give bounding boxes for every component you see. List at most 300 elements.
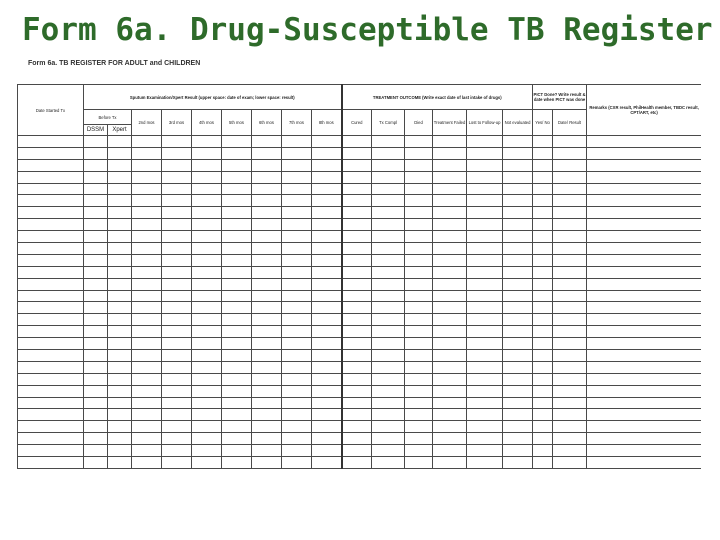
register-cell: [433, 397, 467, 409]
register-cell: [587, 290, 701, 302]
register-cell: [132, 373, 162, 385]
register-cell: [282, 207, 312, 219]
register-cell: [587, 231, 701, 243]
register-cell: [533, 207, 553, 219]
register-cell: [433, 159, 467, 171]
register-cell: [312, 445, 342, 457]
register-cell: [282, 195, 312, 207]
register-cell: [342, 231, 372, 243]
register-cell: [553, 278, 587, 290]
register-cell: [467, 290, 503, 302]
header-outcome-not-evaluated: Not evaluated: [503, 110, 533, 136]
register-cell: [18, 314, 84, 326]
register-cell: [162, 397, 192, 409]
register-cell: [553, 159, 587, 171]
register-cell: [192, 373, 222, 385]
register-cell: [192, 171, 222, 183]
register-cell: [533, 385, 553, 397]
register-cell: [342, 183, 372, 195]
register-cell: [132, 385, 162, 397]
register-row: [18, 171, 702, 183]
register-cell: [282, 350, 312, 362]
register-cell: [162, 183, 192, 195]
register-cell: [467, 302, 503, 314]
register-cell: [108, 421, 132, 433]
header-sputum-exam: Sputum Examination/Xpert Result (upper space: date of exam; lower space: result): [84, 85, 342, 110]
register-cell: [162, 231, 192, 243]
register-cell: [108, 445, 132, 457]
register-cell: [405, 433, 433, 445]
register-cell: [84, 136, 108, 148]
register-cell: [132, 243, 162, 255]
register-cell: [467, 136, 503, 148]
register-cell: [503, 421, 533, 433]
register-cell: [533, 445, 553, 457]
register-cell: [433, 136, 467, 148]
register-cell: [108, 397, 132, 409]
register-cell: [467, 445, 503, 457]
register-cell: [342, 159, 372, 171]
register-cell: [18, 183, 84, 195]
register-cell: [252, 350, 282, 362]
register-cell: [553, 254, 587, 266]
register-cell: [108, 159, 132, 171]
header-treatment-outcome: TREATMENT OUTCOME (Write exact date of last intake of drugs): [342, 85, 533, 110]
register-cell: [503, 278, 533, 290]
register-cell: [342, 195, 372, 207]
register-row: [18, 421, 702, 433]
register-row: [18, 278, 702, 290]
register-cell: [84, 350, 108, 362]
register-cell: [132, 290, 162, 302]
register-cell: [433, 314, 467, 326]
register-cell: [587, 326, 701, 338]
register-cell: [342, 278, 372, 290]
register-cell: [192, 302, 222, 314]
register-cell: [553, 385, 587, 397]
register-cell: [533, 254, 553, 266]
register-cell: [282, 421, 312, 433]
register-cell: [84, 171, 108, 183]
register-cell: [252, 361, 282, 373]
register-cell: [162, 136, 192, 148]
register-cell: [192, 433, 222, 445]
register-cell: [252, 385, 282, 397]
register-cell: [553, 445, 587, 457]
register-cell: [533, 338, 553, 350]
register-cell: [222, 433, 252, 445]
register-cell: [84, 290, 108, 302]
register-cell: [312, 266, 342, 278]
register-cell: [192, 361, 222, 373]
register-cell: [503, 231, 533, 243]
register-cell: [222, 326, 252, 338]
register-cell: [132, 445, 162, 457]
register-cell: [252, 243, 282, 255]
register-cell: [467, 326, 503, 338]
register-cell: [503, 457, 533, 469]
register-cell: [553, 207, 587, 219]
register-cell: [108, 136, 132, 148]
register-cell: [192, 278, 222, 290]
register-cell: [162, 326, 192, 338]
register-cell: [222, 266, 252, 278]
register-cell: [433, 326, 467, 338]
register-cell: [342, 385, 372, 397]
register-row: [18, 136, 702, 148]
register-cell: [84, 254, 108, 266]
register-cell: [162, 350, 192, 362]
register-cell: [312, 183, 342, 195]
register-cell: [222, 457, 252, 469]
register-row: [18, 207, 702, 219]
register-cell: [342, 457, 372, 469]
register-cell: [503, 338, 533, 350]
register-cell: [405, 195, 433, 207]
register-cell: [503, 350, 533, 362]
register-row: [18, 397, 702, 409]
register-cell: [162, 409, 192, 421]
register-cell: [282, 385, 312, 397]
register-cell: [533, 314, 553, 326]
register-cell: [405, 385, 433, 397]
register-cell: [553, 338, 587, 350]
register-cell: [162, 314, 192, 326]
register-cell: [405, 397, 433, 409]
register-cell: [503, 207, 533, 219]
register-cell: [84, 195, 108, 207]
register-cell: [405, 254, 433, 266]
register-cell: [18, 302, 84, 314]
register-cell: [312, 147, 342, 159]
register-cell: [162, 171, 192, 183]
register-cell: [84, 147, 108, 159]
register-cell: [282, 373, 312, 385]
register-cell: [587, 195, 701, 207]
register-cell: [405, 326, 433, 338]
register-cell: [342, 147, 372, 159]
register-cell: [433, 433, 467, 445]
register-cell: [405, 266, 433, 278]
register-cell: [503, 159, 533, 171]
register-cell: [108, 302, 132, 314]
register-cell: [282, 243, 312, 255]
register-cell: [252, 433, 282, 445]
slide-title: Form 6a. Drug-Susceptible TB Register: [22, 12, 713, 48]
register-cell: [108, 147, 132, 159]
register-cell: [405, 219, 433, 231]
register-cell: [587, 171, 701, 183]
register-cell: [467, 243, 503, 255]
register-cell: [433, 409, 467, 421]
register-cell: [252, 136, 282, 148]
register-cell: [587, 421, 701, 433]
register-cell: [503, 302, 533, 314]
register-cell: [533, 136, 553, 148]
register-cell: [553, 290, 587, 302]
register-cell: [312, 421, 342, 433]
register-cell: [312, 231, 342, 243]
register-cell: [372, 136, 405, 148]
register-cell: [252, 195, 282, 207]
register-cell: [18, 219, 84, 231]
register-cell: [372, 338, 405, 350]
register-cell: [587, 338, 701, 350]
register-cell: [342, 171, 372, 183]
register-cell: [192, 421, 222, 433]
register-cell: [162, 254, 192, 266]
register-cell: [467, 231, 503, 243]
register-cell: [162, 302, 192, 314]
register-cell: [108, 373, 132, 385]
register-cell: [132, 231, 162, 243]
register-cell: [108, 243, 132, 255]
register-cell: [108, 361, 132, 373]
register-cell: [467, 314, 503, 326]
register-cell: [342, 338, 372, 350]
register-cell: [533, 302, 553, 314]
register-cell: [18, 254, 84, 266]
register-cell: [222, 350, 252, 362]
register-cell: [503, 266, 533, 278]
register-row: [18, 231, 702, 243]
register-cell: [252, 183, 282, 195]
register-cell: [108, 457, 132, 469]
register-cell: [467, 207, 503, 219]
register-cell: [503, 385, 533, 397]
register-cell: [18, 195, 84, 207]
register-cell: [192, 219, 222, 231]
register-cell: [192, 314, 222, 326]
register-cell: [282, 338, 312, 350]
register-cell: [553, 421, 587, 433]
register-cell: [372, 350, 405, 362]
register-cell: [372, 397, 405, 409]
register-cell: [503, 361, 533, 373]
register-cell: [553, 314, 587, 326]
register-cell: [18, 350, 84, 362]
register-cell: [587, 350, 701, 362]
register-cell: [192, 385, 222, 397]
register-cell: [553, 361, 587, 373]
register-cell: [252, 397, 282, 409]
register-cell: [312, 136, 342, 148]
register-cell: [252, 326, 282, 338]
register-row: [18, 266, 702, 278]
register-cell: [132, 171, 162, 183]
register-cell: [533, 171, 553, 183]
register-cell: [162, 361, 192, 373]
register-cell: [162, 385, 192, 397]
register-cell: [282, 445, 312, 457]
register-cell: [533, 290, 553, 302]
register-cell: [282, 409, 312, 421]
register-cell: [533, 397, 553, 409]
register-row: [18, 314, 702, 326]
register-cell: [533, 243, 553, 255]
register-cell: [503, 397, 533, 409]
register-cell: [372, 159, 405, 171]
register-cell: [132, 254, 162, 266]
register-cell: [467, 183, 503, 195]
register-cell: [405, 445, 433, 457]
register-cell: [282, 433, 312, 445]
register-cell: [553, 195, 587, 207]
register-cell: [533, 409, 553, 421]
register-cell: [222, 231, 252, 243]
register-cell: [84, 445, 108, 457]
header-pict-yes-no: Yes/ No: [533, 110, 553, 136]
register-cell: [587, 445, 701, 457]
register-cell: [132, 219, 162, 231]
register-cell: [372, 254, 405, 266]
register-cell: [108, 326, 132, 338]
register-cell: [342, 314, 372, 326]
register-cell: [372, 421, 405, 433]
register-cell: [312, 207, 342, 219]
register-cell: [587, 373, 701, 385]
register-cell: [587, 457, 701, 469]
register-cell: [222, 290, 252, 302]
register-cell: [282, 171, 312, 183]
tb-register-table: [17, 84, 701, 481]
register-cell: [84, 159, 108, 171]
register-cell: [192, 350, 222, 362]
register-cell: [372, 314, 405, 326]
register-cell: [553, 231, 587, 243]
register-cell: [405, 207, 433, 219]
register-cell: [405, 302, 433, 314]
register-cell: [587, 409, 701, 421]
register-cell: [372, 183, 405, 195]
register-row: [18, 243, 702, 255]
register-cell: [252, 159, 282, 171]
register-cell: [132, 183, 162, 195]
register-cell: [84, 243, 108, 255]
register-cell: [84, 361, 108, 373]
register-cell: [342, 243, 372, 255]
register-cell: [162, 266, 192, 278]
register-cell: [433, 231, 467, 243]
register-cell: [467, 397, 503, 409]
register-cell: [587, 361, 701, 373]
register-cell: [553, 433, 587, 445]
register-cell: [405, 350, 433, 362]
register-cell: [252, 338, 282, 350]
register-cell: [18, 397, 84, 409]
register-row: [18, 361, 702, 373]
register-cell: [84, 409, 108, 421]
register-cell: [342, 326, 372, 338]
register-cell: [533, 457, 553, 469]
register-cell: [533, 433, 553, 445]
register-cell: [312, 350, 342, 362]
register-cell: [433, 302, 467, 314]
register-cell: [108, 171, 132, 183]
register-cell: [553, 266, 587, 278]
register-cell: [282, 326, 312, 338]
register-cell: [342, 290, 372, 302]
register-row: [18, 302, 702, 314]
register-cell: [312, 243, 342, 255]
register-cell: [18, 231, 84, 243]
register-cell: [433, 219, 467, 231]
register-cell: [467, 338, 503, 350]
register-cell: [372, 278, 405, 290]
register-cell: [18, 445, 84, 457]
register-cell: [433, 445, 467, 457]
register-cell: [192, 195, 222, 207]
register-cell: [108, 290, 132, 302]
register-cell: [108, 350, 132, 362]
register-cell: [433, 361, 467, 373]
header-month-7: 7th mos: [282, 110, 312, 136]
register-cell: [18, 361, 84, 373]
register-cell: [342, 254, 372, 266]
register-cell: [503, 326, 533, 338]
register-cell: [553, 373, 587, 385]
register-cell: [587, 219, 701, 231]
register-cell: [18, 278, 84, 290]
register-cell: [372, 433, 405, 445]
register-cell: [192, 409, 222, 421]
register-cell: [132, 207, 162, 219]
register-row: [18, 254, 702, 266]
register-cell: [132, 350, 162, 362]
register-cell: [84, 373, 108, 385]
register-cell: [587, 254, 701, 266]
header-month-6: 6th mos: [252, 110, 282, 136]
register-cell: [132, 136, 162, 148]
register-cell: [503, 195, 533, 207]
register-cell: [108, 207, 132, 219]
register-cell: [372, 361, 405, 373]
register-cell: [108, 231, 132, 243]
register-cell: [252, 278, 282, 290]
register-cell: [132, 302, 162, 314]
header-month-8: 8th mos: [312, 110, 342, 136]
register-cell: [192, 147, 222, 159]
register-cell: [553, 219, 587, 231]
register-cell: [467, 409, 503, 421]
register-cell: [433, 171, 467, 183]
register-cell: [342, 361, 372, 373]
register-row: [18, 433, 702, 445]
register-cell: [372, 445, 405, 457]
register-cell: [405, 171, 433, 183]
register-cell: [108, 278, 132, 290]
register-cell: [553, 171, 587, 183]
header-outcome-failed: Treatment Failed: [433, 110, 467, 136]
register-cell: [222, 171, 252, 183]
register-cell: [252, 302, 282, 314]
register-cell: [405, 159, 433, 171]
register-cell: [312, 338, 342, 350]
register-cell: [405, 278, 433, 290]
register-cell: [222, 278, 252, 290]
register-cell: [467, 254, 503, 266]
register-cell: [18, 266, 84, 278]
register-cell: [433, 183, 467, 195]
register-cell: [108, 219, 132, 231]
register-cell: [252, 219, 282, 231]
register-cell: [18, 290, 84, 302]
register-cell: [162, 147, 192, 159]
register-cell: [252, 290, 282, 302]
register-cell: [503, 373, 533, 385]
register-row: [18, 195, 702, 207]
register-cell: [312, 195, 342, 207]
